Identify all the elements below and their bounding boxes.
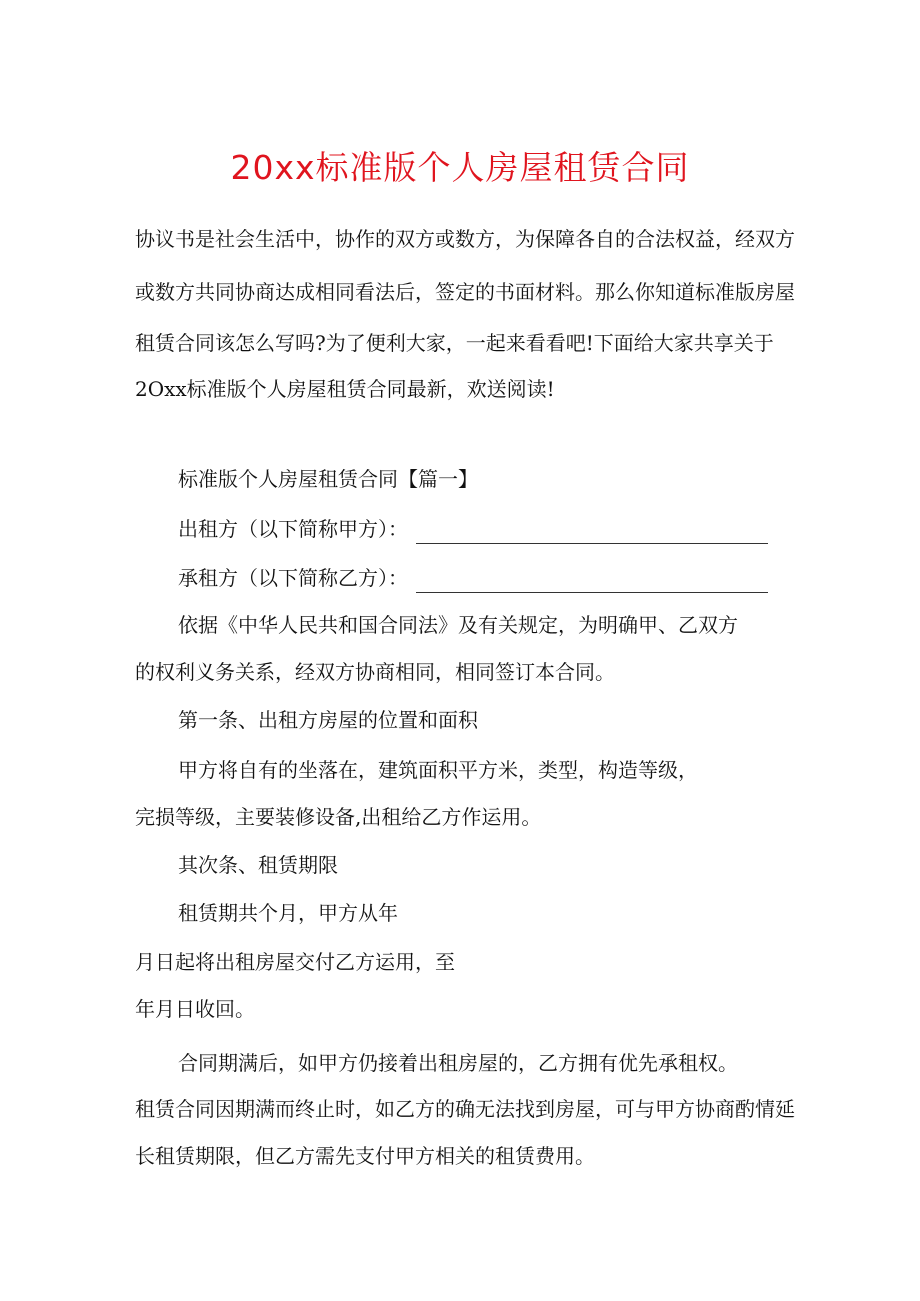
article2-line: 年月日收回。 — [135, 997, 255, 1021]
basis-line: 依据《中华人民共和国合同法》及有关规定，为明确甲、乙双方 — [178, 613, 738, 637]
article2-heading: 其次条、租赁期限 — [178, 853, 338, 877]
renewal-line: 租赁合同因期满而终止时，如乙方的确无法找到房屋，可与甲方协商酌情延 — [135, 1097, 795, 1121]
section-heading: 标准版个人房屋租赁合同【篇一】 — [178, 467, 478, 491]
party-a-row — [178, 514, 768, 544]
party-a-label: 出租方（以下简称甲方）： — [178, 517, 408, 541]
article1-line: 甲方将自有的坐落在，建筑面积平方米，类型，构造等级， — [178, 758, 698, 782]
party-b-row — [178, 563, 768, 593]
party-b-blank — [416, 572, 768, 593]
intro-line: 或数方共同协商达成相同看法后，签定的书面材料。那么你知道标准版房屋 — [135, 280, 795, 304]
article1-line: 完损等级，主要装修设备,出租给乙方作运用。 — [135, 805, 542, 829]
intro-line: 租赁合同该怎么写吗?为了便利大家，一起来看看吧!下面给大家共享关于 — [135, 331, 774, 355]
intro-line: 协议书是社会生活中，协作的双方或数方，为保障各自的合法权益，经双方 — [135, 227, 795, 251]
renewal-line: 长租赁期限，但乙方需先支付甲方相关的租赁费用。 — [135, 1144, 595, 1168]
basis-line: 的权利义务关系，经双方协商相同，相同签订本合同。 — [135, 660, 615, 684]
renewal-line: 合同期满后，如甲方仍接着出租房屋的，乙方拥有优先承租权。 — [178, 1051, 738, 1075]
party-a-blank — [416, 523, 768, 544]
article2-line: 租赁期共个月，甲方从年 — [178, 901, 398, 925]
party-b-label: 承租方（以下简称乙方）： — [178, 566, 408, 590]
article2-line: 月日起将出租房屋交付乙方运用，至 — [135, 950, 455, 974]
article1-heading: 第一条、出租方房屋的位置和面积 — [178, 708, 478, 732]
intro-line: 2Oxx标准版个人房屋租赁合同最新，欢送阅读! — [135, 377, 555, 401]
document-title: 20xx标准版个人房屋租赁合同 — [230, 148, 690, 187]
